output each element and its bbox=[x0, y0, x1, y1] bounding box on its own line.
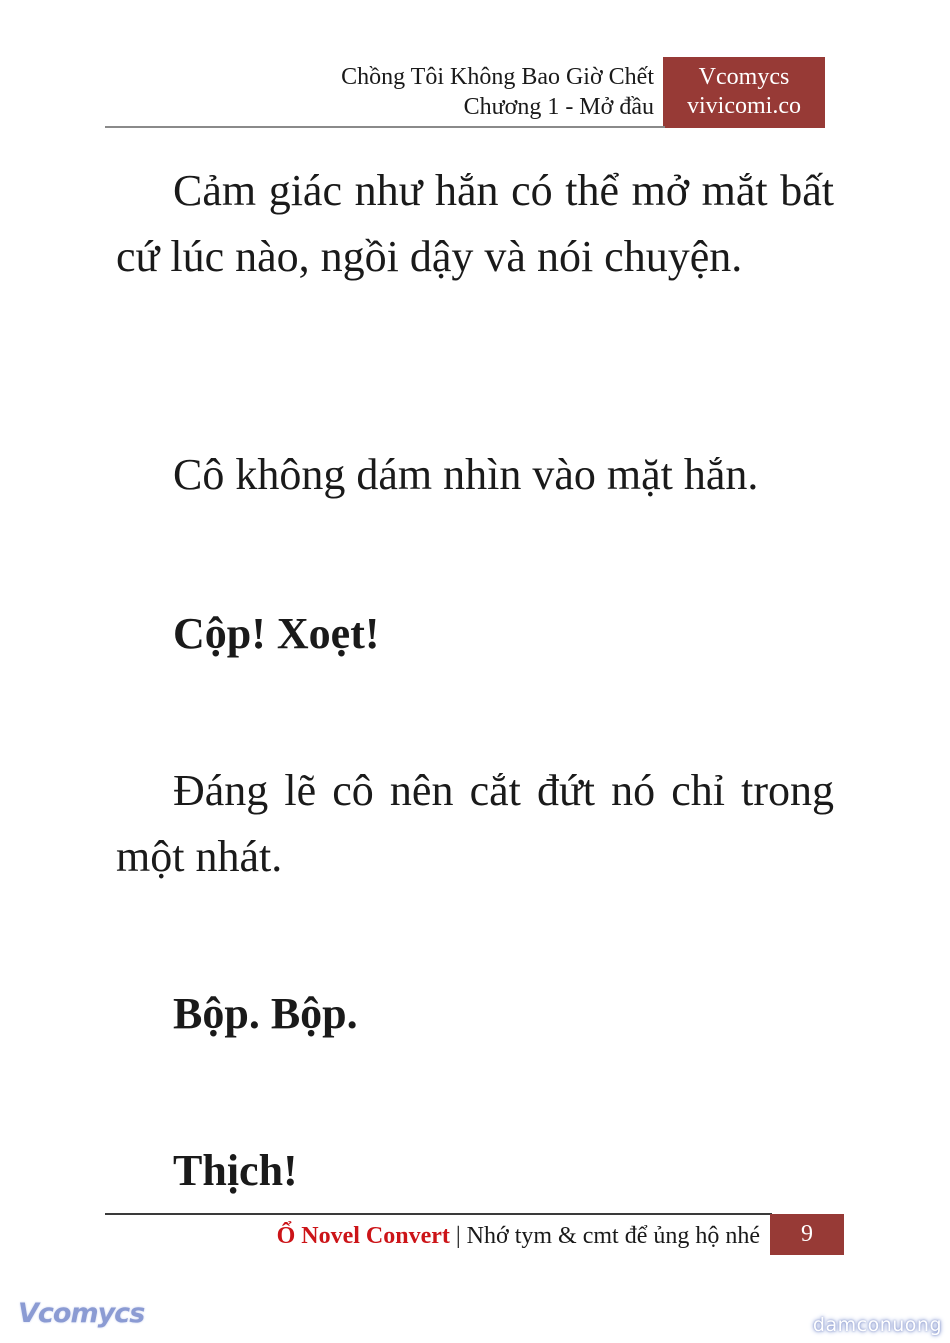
running-header bbox=[341, 62, 654, 122]
paragraph-sound-effect: Thịch! bbox=[173, 1146, 298, 1195]
footer-divider bbox=[105, 1213, 772, 1215]
footer-note: Nhớ tym & cmt để ủng hộ nhé bbox=[466, 1223, 760, 1249]
header-badge-site: vivicomi.co bbox=[687, 93, 801, 119]
paragraph-sound-effect: Cộp! Xoẹt! bbox=[173, 609, 380, 658]
paragraph: Cô không dám nhìn vào mặt hắn. bbox=[173, 450, 759, 499]
running-footer bbox=[277, 1221, 760, 1251]
header-badge bbox=[663, 57, 825, 128]
page-number-badge bbox=[770, 1214, 844, 1255]
header-badge-brand: Vcomycs bbox=[698, 64, 790, 90]
footer-separator: | bbox=[455, 1223, 461, 1249]
book-title: Chồng Tôi Không Bao Giờ Chết bbox=[341, 64, 654, 90]
damconuong-watermark: damconuong bbox=[812, 1314, 942, 1336]
header-divider bbox=[105, 126, 665, 128]
page-number: 9 bbox=[801, 1221, 813, 1247]
paragraph: Đáng lẽ cô nên cắt đứt nó chỉ trong một nhát. bbox=[116, 766, 834, 881]
chapter-title: Chương 1 - Mở đầu bbox=[463, 94, 654, 120]
vcomycs-watermark-logo: Vcomycs bbox=[18, 1298, 145, 1329]
footer-brand: Ổ Novel Convert bbox=[276, 1223, 450, 1249]
paragraph-sound-effect: Bộp. Bộp. bbox=[173, 989, 358, 1038]
paragraph: Cảm giác như hắn có thể mở mắt bất cứ lúc nào, ngồi dậy và nói chuyện. bbox=[116, 166, 834, 281]
